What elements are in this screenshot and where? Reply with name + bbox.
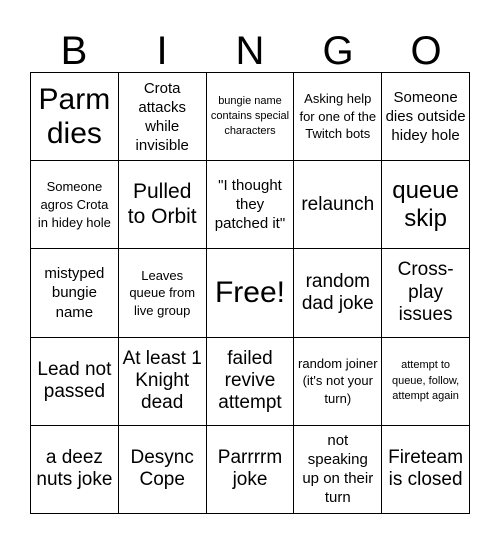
bingo-cell[interactable]: "I thought they patched it" xyxy=(207,161,295,249)
bingo-cell[interactable]: Leaves queue from live group xyxy=(119,249,207,337)
bingo-cell[interactable]: relaunch xyxy=(294,161,382,249)
bingo-cell[interactable]: Parrrrm joke xyxy=(207,426,295,514)
bingo-cell[interactable]: At least 1 Knight dead xyxy=(119,338,207,426)
bingo-cell[interactable]: failed revive attempt xyxy=(207,338,295,426)
header-letter-o: O xyxy=(410,29,442,73)
bingo-header xyxy=(30,22,470,72)
bingo-cell[interactable]: Desync Cope xyxy=(119,426,207,514)
bingo-cell[interactable]: Pulled to Orbit xyxy=(119,161,207,249)
bingo-cell[interactable]: random joiner (it's not your turn) xyxy=(294,338,382,426)
bingo-cell[interactable]: Cross-play issues xyxy=(382,249,470,337)
header-letter-n: N xyxy=(235,29,265,73)
bingo-cell[interactable]: mistyped bungie name xyxy=(31,249,119,337)
bingo-cell[interactable]: Crota attacks while invisible xyxy=(119,73,207,161)
bingo-cell[interactable]: Someone agros Crota in hidey hole xyxy=(31,161,119,249)
bingo-cell[interactable]: Fireteam is closed xyxy=(382,426,470,514)
bingo-card-grid xyxy=(30,72,470,514)
bingo-cell[interactable]: Someone dies outside hidey hole xyxy=(382,73,470,161)
free-space-cell[interactable]: Free! xyxy=(207,249,295,337)
bingo-cell[interactable]: Asking help for one of the Twitch bots xyxy=(294,73,382,161)
bingo-cell[interactable]: Lead not passed xyxy=(31,338,119,426)
bingo-cell[interactable]: queue skip xyxy=(382,161,470,249)
bingo-cell[interactable]: attempt to queue, follow, attempt again xyxy=(382,338,470,426)
header-letter-b: B xyxy=(60,29,88,73)
header-letter-i: I xyxy=(156,29,168,73)
bingo-cell[interactable]: random dad joke xyxy=(294,249,382,337)
header-letter-g: G xyxy=(322,29,354,73)
bingo-cell[interactable]: Parm dies xyxy=(31,73,119,161)
bingo-cell[interactable]: bungie name contains special characters xyxy=(207,73,295,161)
bingo-cell[interactable]: a deez nuts joke xyxy=(31,426,119,514)
bingo-cell[interactable]: not speaking up on their turn xyxy=(294,426,382,514)
